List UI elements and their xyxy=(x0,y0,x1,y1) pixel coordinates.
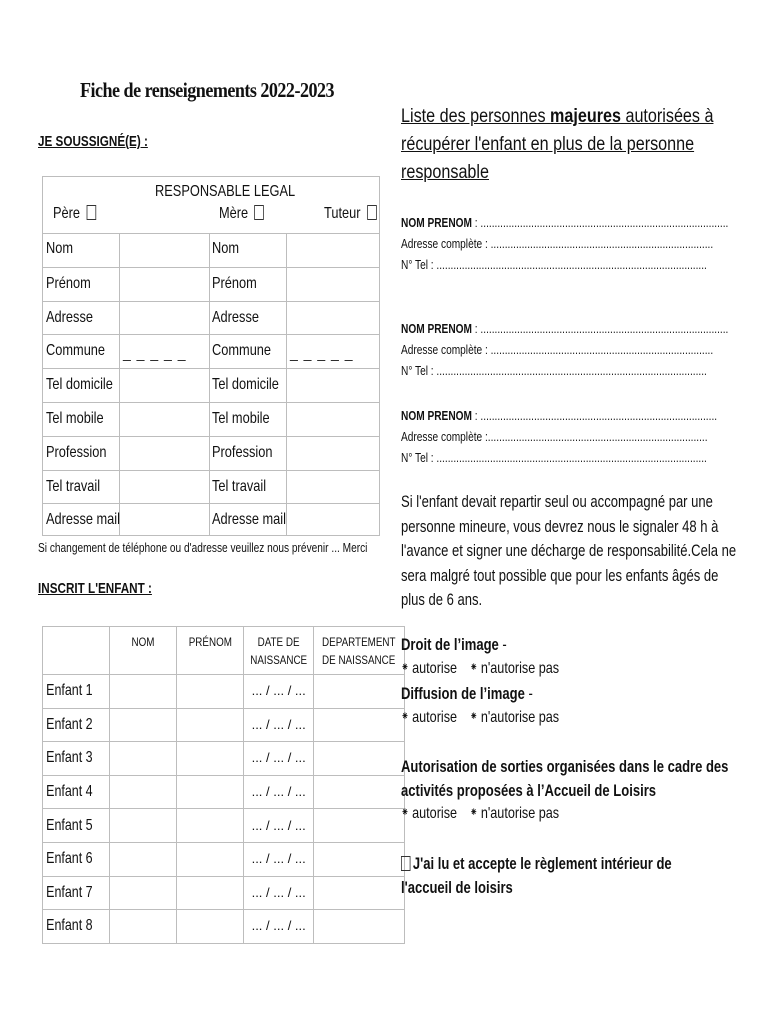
date-placeholder: ... / ... / ... xyxy=(251,683,306,699)
reglement-acceptance xyxy=(401,852,741,900)
sorties-nautorise[interactable]: n'autorise pas xyxy=(480,805,560,822)
child-departement-cell[interactable] xyxy=(314,910,405,944)
authorized-person xyxy=(401,212,731,275)
row-label-right: Tel mobile xyxy=(212,410,270,427)
child-label-cell xyxy=(43,775,110,809)
responsable-table xyxy=(42,176,380,536)
row-value-right[interactable] xyxy=(287,504,380,538)
child-departement-cell[interactable] xyxy=(314,708,405,742)
child-label: Enfant 5 xyxy=(46,816,93,834)
date-placeholder: ... / ... / ... xyxy=(251,784,306,800)
commune-blank: _ _ _ _ _ xyxy=(123,345,187,362)
reglement-checkbox[interactable] xyxy=(401,856,410,871)
date-placeholder: ... / ... / ... xyxy=(251,851,306,867)
child-row xyxy=(43,675,405,709)
child-label-cell xyxy=(43,842,110,876)
child-prenom-cell[interactable] xyxy=(177,675,244,709)
child-label: Enfant 4 xyxy=(46,783,93,801)
row-label-right: Profession xyxy=(212,443,273,461)
child-row xyxy=(43,809,405,843)
responsable-row xyxy=(43,233,379,267)
person-tel-line[interactable]: N° Tel : ................................................................................................ xyxy=(401,363,707,378)
row-label-right: Adresse xyxy=(212,308,259,326)
sorties-options xyxy=(401,805,559,823)
authorized-persons-title: Liste des personnes majeures autorisées à récupérer l'enfant en plus de la personne responsable xyxy=(401,106,714,183)
checkbox-tuteur[interactable] xyxy=(367,205,377,220)
row-label-right: Tel travail xyxy=(212,477,267,495)
responsable-row xyxy=(43,503,379,538)
droit-image-options xyxy=(401,660,559,678)
bullet-icon: ⁕ xyxy=(401,660,409,674)
child-prenom-cell[interactable] xyxy=(177,910,244,944)
row-value-left[interactable] xyxy=(120,302,209,336)
person-name-line[interactable]: NOM PRENOM : ........................................................................................ xyxy=(401,215,729,230)
row-value-right[interactable] xyxy=(287,437,380,471)
person-name-line[interactable]: NOM PRENOM : ........................................................................................ xyxy=(401,321,729,336)
droit-image-title: Droit de l’image - xyxy=(401,636,507,654)
soussigne-heading: JE SOUSSIGNÉ(E) : xyxy=(38,133,148,150)
row-label-right: Prénom xyxy=(212,274,257,292)
children-body xyxy=(43,675,405,944)
date-placeholder: ... / ... / ... xyxy=(251,750,306,766)
row-value-right[interactable] xyxy=(287,335,380,369)
date-placeholder: ... / ... / ... xyxy=(251,884,306,900)
bullet-icon: ⁕ xyxy=(469,709,478,723)
child-date-cell[interactable] xyxy=(244,842,314,876)
diffusion-image-autorise[interactable]: autorise xyxy=(412,709,458,726)
child-label-cell xyxy=(43,675,110,709)
bullet-icon: ⁕ xyxy=(469,660,478,674)
row-value-left[interactable] xyxy=(120,471,209,505)
children-header-row xyxy=(43,627,405,675)
person-name-line[interactable]: NOM PRENOM : .................................................................................... xyxy=(401,408,718,423)
child-label: Enfant 2 xyxy=(46,715,93,733)
child-row xyxy=(43,910,405,944)
row-label-left: Tel mobile xyxy=(46,410,104,427)
page-title: Fiche de renseignements 2022-2023 xyxy=(80,78,335,102)
row-value-right[interactable] xyxy=(287,233,380,267)
row-label-right: Nom xyxy=(212,240,240,257)
header-nom: NOM xyxy=(110,627,177,675)
child-label-cell xyxy=(43,742,110,776)
child-row xyxy=(43,775,405,809)
responsable-row xyxy=(43,334,379,369)
child-departement-cell[interactable] xyxy=(314,809,405,843)
child-label: Enfant 7 xyxy=(46,883,93,901)
minor-pickup-text: Si l'enfant devait repartir seul ou accompagné par une personne mineure, vous devrez nous le signaler 48 h à l'avance et signer une décharge de responsabilité.Cela ne sera malgré tout possible que pour les enfants âgés de plus de 6 ans. xyxy=(401,493,737,609)
row-label-left: Commune xyxy=(46,342,106,360)
row-label-right: Tel domicile xyxy=(212,376,279,394)
child-prenom-cell[interactable] xyxy=(177,809,244,843)
child-nom-cell[interactable] xyxy=(110,708,177,742)
child-nom-cell[interactable] xyxy=(110,842,177,876)
row-label-left: Nom xyxy=(46,240,74,257)
child-date-cell[interactable] xyxy=(244,708,314,742)
diffusion-image-options xyxy=(401,709,559,727)
authorized-person xyxy=(401,318,731,381)
person-address-line[interactable]: Adresse complète : ............................................................................... xyxy=(401,342,714,357)
child-departement-cell[interactable] xyxy=(314,876,405,910)
sorties-title-line1: Autorisation de sorties organisées dans le cadre des xyxy=(401,758,729,776)
header-date-naissance: DATE DE NAISSANCE xyxy=(244,627,314,675)
row-value-left[interactable] xyxy=(120,403,209,437)
row-value-left[interactable] xyxy=(120,369,209,403)
child-date-cell[interactable] xyxy=(244,742,314,776)
row-value-right[interactable] xyxy=(287,302,380,336)
sorties-autorise[interactable]: autorise xyxy=(412,805,458,822)
checkbox-mere[interactable] xyxy=(255,205,265,220)
row-label-left: Prénom xyxy=(46,274,91,292)
diffusion-image-nautorise[interactable]: n'autorise pas xyxy=(480,709,560,726)
child-departement-cell[interactable] xyxy=(314,842,405,876)
authorized-person xyxy=(401,405,731,468)
child-label: Enfant 6 xyxy=(46,850,93,868)
contact-note: Si changement de téléphone ou d'adresse veuillez nous prévenir ... Merci xyxy=(38,540,368,555)
bullet-icon: ⁕ xyxy=(401,709,409,723)
child-nom-cell[interactable] xyxy=(110,742,177,776)
child-departement-cell[interactable] xyxy=(314,742,405,776)
row-label-left: Adresse mail xyxy=(46,511,120,529)
child-date-cell[interactable] xyxy=(244,809,314,843)
children-table xyxy=(42,626,405,944)
row-label-left: Adresse xyxy=(46,308,93,326)
child-date-cell[interactable] xyxy=(244,910,314,944)
bullet-icon: ⁕ xyxy=(401,805,409,819)
date-placeholder: ... / ... / ... xyxy=(251,817,306,833)
corner-cell xyxy=(43,627,110,675)
row-label-left: Tel domicile xyxy=(46,376,113,394)
child-row xyxy=(43,742,405,776)
person-tel-line[interactable]: N° Tel : ................................................................................................ xyxy=(401,450,707,465)
diffusion-image-title: Diffusion de l’image - xyxy=(401,685,533,703)
row-label-left: Tel travail xyxy=(46,477,101,495)
child-nom-cell[interactable] xyxy=(110,675,177,709)
child-nom-cell[interactable] xyxy=(110,876,177,910)
bullet-icon: ⁕ xyxy=(469,805,478,819)
inscrit-heading: INSCRIT L'ENFANT : xyxy=(38,580,152,597)
child-label: Enfant 1 xyxy=(46,682,93,700)
child-nom-cell[interactable] xyxy=(110,809,177,843)
option-mere[interactable]: Mère xyxy=(219,205,264,223)
child-label: Enfant 3 xyxy=(46,749,93,767)
row-label-left: Profession xyxy=(46,443,107,461)
child-nom-cell[interactable] xyxy=(110,775,177,809)
row-value-right[interactable] xyxy=(287,471,380,505)
sorties-title-line2: activités proposées à l’Accueil de Loisirs xyxy=(401,782,657,800)
responsable-row xyxy=(43,436,379,471)
child-date-cell[interactable] xyxy=(244,876,314,910)
droit-image-autorise[interactable]: autorise xyxy=(412,660,458,677)
person-address-line[interactable]: Adresse complète : ............................................................................... xyxy=(401,236,714,251)
responsable-row xyxy=(43,267,379,302)
option-tuteur[interactable]: Tuteur xyxy=(324,205,377,223)
responsable-row xyxy=(43,402,379,437)
child-prenom-cell[interactable] xyxy=(177,876,244,910)
date-placeholder: ... / ... / ... xyxy=(251,716,306,732)
child-date-cell[interactable] xyxy=(244,675,314,709)
row-value-left[interactable] xyxy=(120,233,209,267)
responsable-row xyxy=(43,470,379,505)
child-label-cell xyxy=(43,876,110,910)
child-prenom-cell[interactable] xyxy=(177,842,244,876)
commune-blank: _ _ _ _ _ xyxy=(290,345,354,362)
responsable-row xyxy=(43,368,379,403)
child-label-cell xyxy=(43,910,110,944)
option-pere[interactable]: Père xyxy=(53,205,96,223)
row-value-left[interactable] xyxy=(120,335,209,369)
child-nom-cell[interactable] xyxy=(110,910,177,944)
header-departement-naissance: DEPARTEMENT DE NAISSANCE xyxy=(314,627,405,675)
child-departement-cell[interactable] xyxy=(314,775,405,809)
reglement-line2: l'accueil de loisirs xyxy=(401,879,513,897)
header-prenom: PRÉNOM xyxy=(177,627,244,675)
row-value-left[interactable] xyxy=(120,437,209,471)
responsable-heading: RESPONSABLE LEGAL xyxy=(155,183,296,200)
date-placeholder: ... / ... / ... xyxy=(251,918,306,934)
responsable-header xyxy=(43,177,379,234)
row-value-left[interactable] xyxy=(120,504,209,538)
child-row xyxy=(43,876,405,910)
child-prenom-cell[interactable] xyxy=(177,708,244,742)
child-label-cell xyxy=(43,809,110,843)
row-value-right[interactable] xyxy=(287,268,380,302)
row-value-left[interactable] xyxy=(120,268,209,302)
child-departement-cell[interactable] xyxy=(314,675,405,709)
child-row xyxy=(43,842,405,876)
person-address-line[interactable]: Adresse complète :.............................................................................. xyxy=(401,429,708,444)
row-value-right[interactable] xyxy=(287,403,380,437)
child-prenom-cell[interactable] xyxy=(177,775,244,809)
child-date-cell[interactable] xyxy=(244,775,314,809)
child-label-cell xyxy=(43,708,110,742)
checkbox-pere[interactable] xyxy=(86,205,96,220)
child-row xyxy=(43,708,405,742)
row-value-right[interactable] xyxy=(287,369,380,403)
responsable-row xyxy=(43,301,379,336)
reglement-line1: J'ai lu et accepte le règlement intérieur de xyxy=(412,855,672,873)
row-label-right: Adresse mail xyxy=(212,511,286,529)
droit-image-nautorise[interactable]: n'autorise pas xyxy=(480,660,560,677)
row-label-right: Commune xyxy=(212,342,272,360)
child-prenom-cell[interactable] xyxy=(177,742,244,776)
child-label: Enfant 8 xyxy=(46,917,93,935)
person-tel-line[interactable]: N° Tel : ................................................................................................ xyxy=(401,257,707,272)
